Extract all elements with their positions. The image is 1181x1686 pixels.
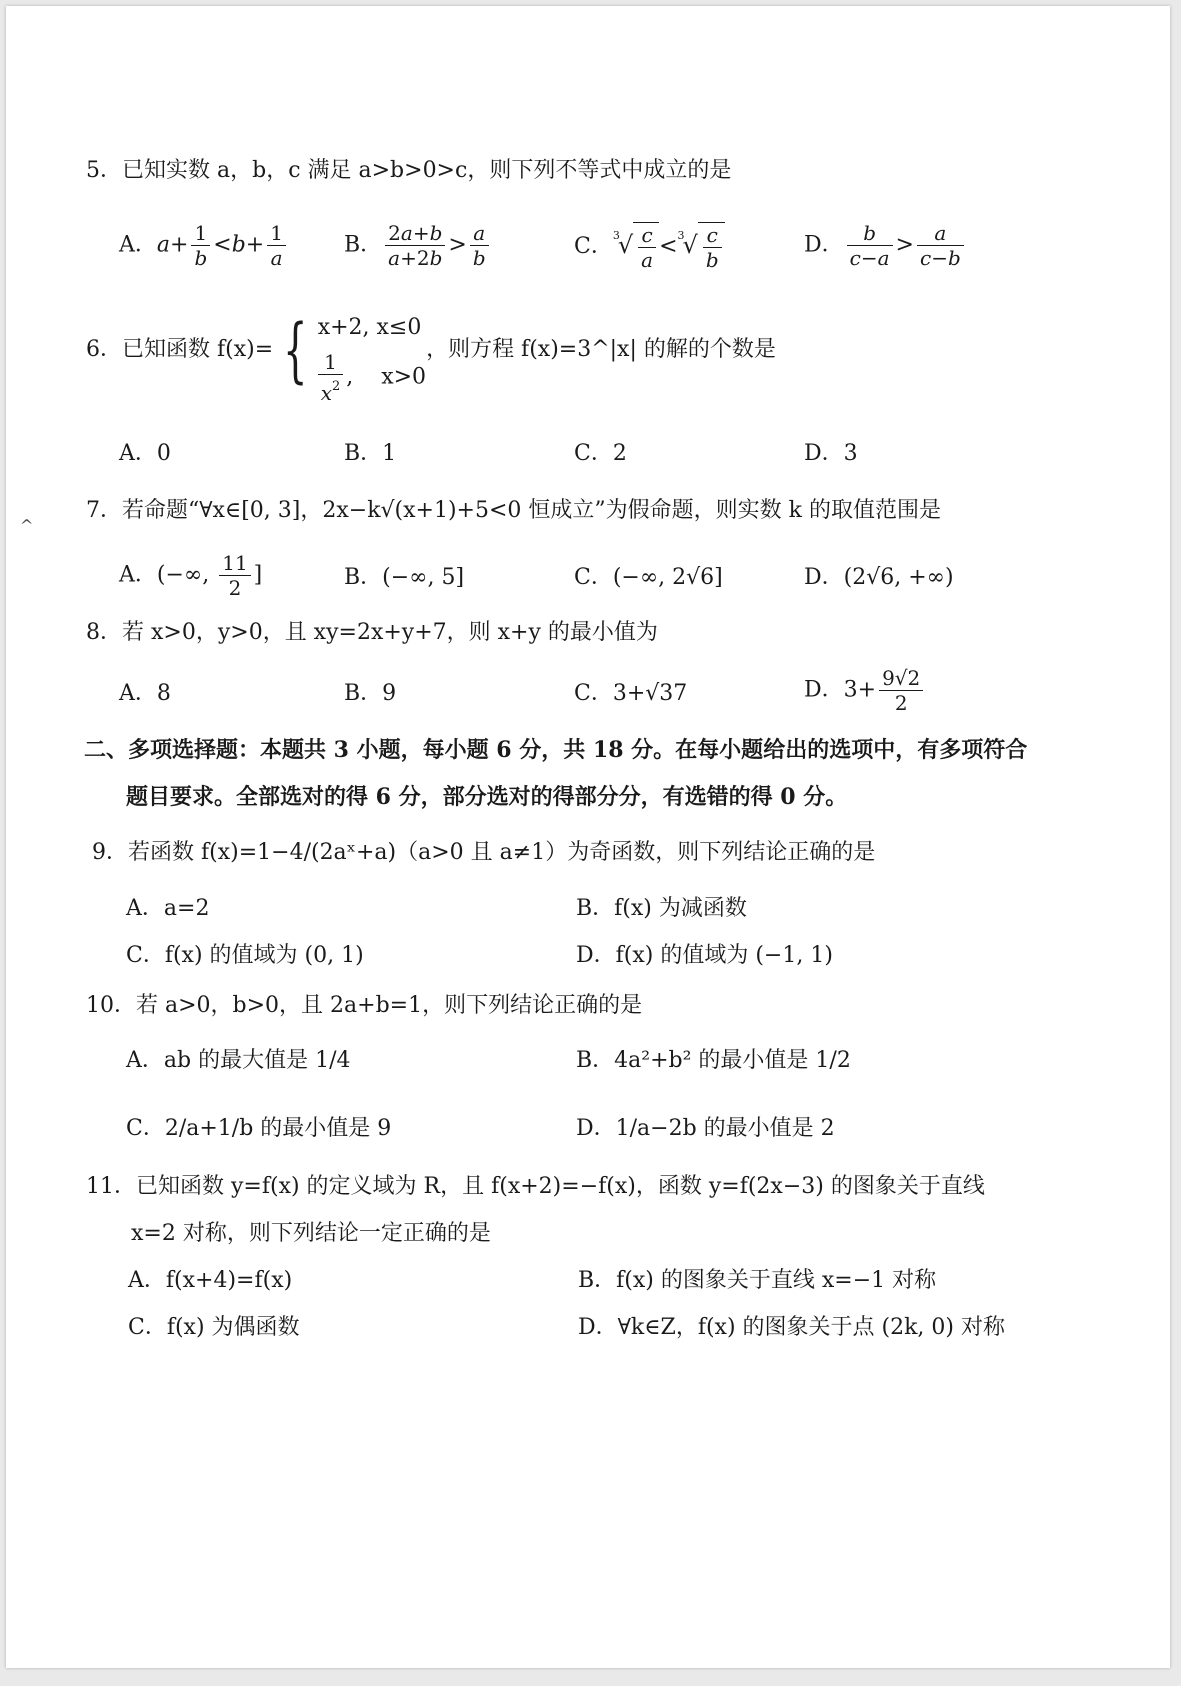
q7-option-d: D．(2√6, +∞) <box>804 565 954 590</box>
q6-option-c: C．2 <box>574 441 627 466</box>
exam-page <box>6 6 1170 1668</box>
q11-option-a: A．f(x+4)=f(x) <box>128 1268 293 1293</box>
q5-stem: 5．已知实数 a，b，c 满足 a>b>0>c，则下列不等式中成立的是 <box>86 158 732 183</box>
section-2-heading-line2: 题目要求。全部选对的得 6 分，部分选对的得部分分，有选错的得 0 分。 <box>126 784 848 810</box>
q11-stem-line1: 11．已知函数 y=f(x) 的定义域为 R，且 f(x+2)=−f(x)，函数 y=f(2x−3) 的图象关于直线 <box>86 1174 985 1199</box>
q7-option-b: B．(−∞, 5] <box>344 565 465 590</box>
q11-option-d: D．∀k∈Z，f(x) 的图象关于点 (2k, 0) 对称 <box>578 1315 1005 1340</box>
q9-option-b: B．f(x) 为减函数 <box>576 896 747 921</box>
q10-stem: 10．若 a>0，b>0，且 2a+b=1，则下列结论正确的是 <box>86 993 643 1018</box>
q5-option-d: D． $\frac{b}{c-a}$ > $\frac{a}{c-b}$ <box>804 221 967 270</box>
q9-option-a: A．a=2 <box>126 896 210 921</box>
q9-stem: 9．若函数 f(x)=1−4/(2aˣ+a)（a>0 且 a≠1）为奇函数，则下列结论正确的是 <box>92 840 876 865</box>
q10-option-b: B．4a²+b² 的最小值是 1/2 <box>576 1048 851 1073</box>
q6-option-a: A．0 <box>119 441 171 466</box>
q6-piece-2: $\frac{1}{x^2}$ , x>0 <box>318 350 426 394</box>
q6-option-d: D．3 <box>804 441 858 466</box>
q6-piece-1: x+2, x≤0 <box>317 315 422 340</box>
q6-stem-suffix: ，则方程 f(x)=3^|x| 的解的个数是 <box>426 337 776 362</box>
q10-option-c: C．2/a+1/b 的最小值是 9 <box>126 1116 392 1141</box>
margin-mark: ^ <box>20 516 34 535</box>
section-2-heading-line1: 二、多项选择题：本题共 3 小题，每小题 6 分，共 18 分。在每小题给出的选项中，有多项符合 <box>84 737 1028 763</box>
q6-stem: 6．已知函数 f(x)= { x+2, x≤0 $\frac{1}{x^2}$ , x>0 ，则方程 f(x)=3^|x| 的解的个数是 <box>86 306 776 394</box>
q6-stem-prefix: 6．已知函数 f(x)= <box>86 337 274 362</box>
q11-option-c: C．f(x) 为偶函数 <box>128 1315 300 1340</box>
q7-stem: 7．若命题“∀x∈[0, 3]，2x−k√(x+1)+5<0 恒成立”为假命题，则实数 k 的取值范围是 <box>86 498 941 523</box>
q8-stem: 8．若 x>0，y>0，且 xy=2x+y+7，则 x+y 的最小值为 <box>86 620 658 645</box>
q9-option-d: D．f(x) 的值域为 (−1, 1) <box>576 943 833 968</box>
q5-option-b: B． $\frac{2a+b}{a+2b}$ > $\frac{a}{b}$ <box>344 221 492 270</box>
q9-option-c: C．f(x) 的值域为 (0, 1) <box>126 943 364 968</box>
q7-option-a: A．(−∞, $\frac{11}{2}$ ] <box>119 551 263 600</box>
q11-option-b: B．f(x) 的图象关于直线 x=−1 对称 <box>578 1268 937 1293</box>
q10-option-a: A．ab 的最大值是 1/4 <box>126 1048 351 1073</box>
q8-option-b: B．9 <box>344 681 397 706</box>
q6-piece-2-cond: x>0 <box>381 364 427 390</box>
q5-option-a: A．a+ $\frac{1}{b}$ <b+ $\frac{1}{a}$ <box>119 221 289 270</box>
q10-option-d: D．1/a−2b 的最小值是 2 <box>576 1116 835 1141</box>
q6-option-b: B．1 <box>344 441 397 466</box>
q5-option-c: C．$^3$√ $\frac{c}{a}$ <$^3$√ $\frac{c}{b}$ <box>574 221 725 272</box>
q8-option-d: D．3+ $\frac{9√2}{2}$ <box>804 666 926 715</box>
q7-option-c: C．(−∞, 2√6] <box>574 565 723 590</box>
q8-option-a: A．8 <box>119 681 171 706</box>
q8-option-c: C．3+√37 <box>574 681 688 706</box>
q11-stem-line2: x=2 对称，则下列结论一定正确的是 <box>131 1221 491 1246</box>
q6-piecewise <box>317 306 427 405</box>
